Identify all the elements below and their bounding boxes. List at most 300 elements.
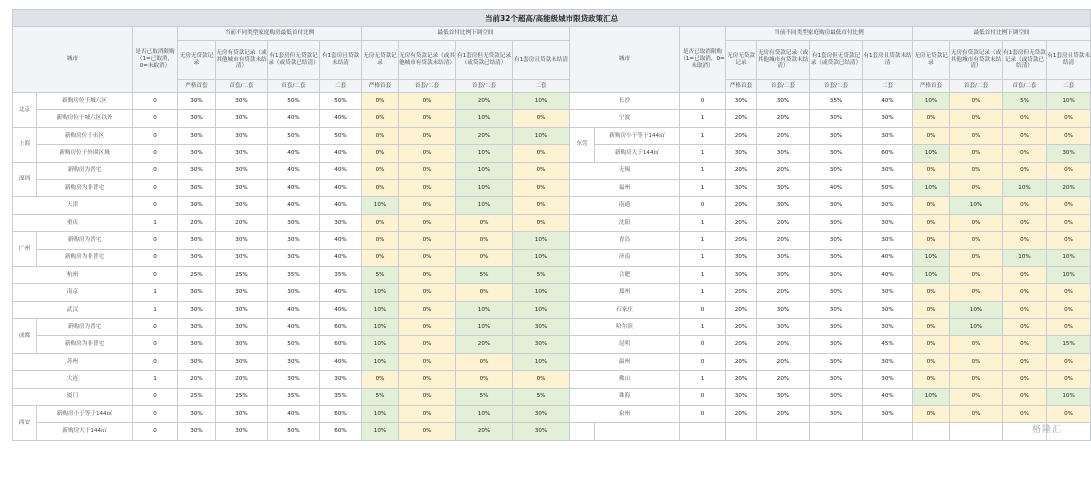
space-value: 0%: [1047, 284, 1091, 301]
min-down-payment-value: 35%: [320, 266, 362, 283]
space-value: 0%: [399, 232, 456, 249]
min-down-payment-value: 40%: [320, 162, 362, 179]
header-col-one-house-no-loan: 有1套房但无贷款记录（或贷款已结清）: [1003, 41, 1047, 80]
cancel-limit-value: 0: [133, 179, 178, 196]
min-down-payment-value: 30%: [178, 249, 216, 266]
space-value: 0%: [362, 127, 399, 144]
header-sub-first-second: 首套/二套: [456, 80, 513, 93]
header-col-one-house-with-loan: 有1套房且贷款未结清: [513, 41, 570, 80]
cancel-limit-value: 0: [133, 423, 178, 440]
header-col-one-house-with-loan: 有1套房且贷款未结清: [1047, 41, 1091, 80]
space-value: 0%: [399, 110, 456, 127]
min-down-payment-value: 30%: [757, 266, 810, 283]
cancel-limit-value: 0: [133, 127, 178, 144]
space-value: 0%: [456, 249, 513, 266]
space-value: 5%: [513, 266, 570, 283]
space-value: 0%: [399, 423, 456, 440]
cancel-limit-value: 1: [680, 179, 726, 196]
min-down-payment-value: 20%: [757, 110, 810, 127]
min-down-payment-value: 30%: [726, 249, 757, 266]
space-value: 0%: [362, 93, 399, 110]
city-name: 青岛: [570, 232, 680, 249]
space-value: 0%: [399, 249, 456, 266]
city-name: 杭州: [13, 266, 133, 283]
cancel-limit-value: 0: [680, 301, 726, 318]
space-value: 10%: [913, 388, 950, 405]
space-value: 10%: [456, 179, 513, 196]
min-down-payment-value: 25%: [178, 388, 216, 405]
header-cancel-limit: 是否已取消限购（1=已取消，0=未取消）: [680, 27, 726, 93]
cancel-limit-value: 0: [133, 406, 178, 423]
space-value: 0%: [513, 214, 570, 231]
min-down-payment-value: 30%: [216, 301, 268, 318]
min-down-payment-value: 30%: [178, 162, 216, 179]
empty-cell: [680, 423, 726, 440]
min-down-payment-value: 40%: [268, 319, 320, 336]
space-value: 10%: [513, 301, 570, 318]
space-value: 0%: [399, 266, 456, 283]
space-value: 0%: [1003, 145, 1047, 162]
city-name: 新购房为非普宅: [37, 249, 133, 266]
min-down-payment-value: 20%: [726, 371, 757, 388]
space-value: 10%: [456, 145, 513, 162]
min-down-payment-value: 40%: [268, 145, 320, 162]
space-value: 5%: [362, 388, 399, 405]
space-value: 10%: [362, 336, 399, 353]
min-down-payment-value: 40%: [863, 266, 913, 283]
city-name: 新购房位于城六区: [37, 93, 133, 110]
cancel-limit-value: 1: [133, 301, 178, 318]
min-down-payment-value: 30%: [216, 249, 268, 266]
min-down-payment-value: 30%: [726, 145, 757, 162]
space-value: 0%: [513, 162, 570, 179]
city-group-label: 成都: [13, 319, 37, 354]
min-down-payment-value: 30%: [810, 249, 863, 266]
space-value: 0%: [362, 179, 399, 196]
space-value: 0%: [362, 371, 399, 388]
city-name: 天津: [13, 197, 133, 214]
min-down-payment-value: 30%: [216, 336, 268, 353]
space-value: 10%: [456, 319, 513, 336]
space-value: 10%: [456, 162, 513, 179]
min-down-payment-value: 20%: [757, 353, 810, 370]
min-down-payment-value: 30%: [757, 93, 810, 110]
cancel-limit-value: 0: [133, 197, 178, 214]
cancel-limit-value: 1: [680, 319, 726, 336]
table-row: [13, 197, 1091, 214]
space-value: 0%: [950, 284, 1003, 301]
space-value: 0%: [1003, 406, 1047, 423]
header-sub-second: 二套: [320, 80, 362, 93]
cancel-limit-value: 0: [133, 353, 178, 370]
min-down-payment-value: 30%: [216, 127, 268, 144]
min-down-payment-value: 30%: [178, 284, 216, 301]
space-value: 0%: [1003, 301, 1047, 318]
space-value: 30%: [513, 423, 570, 440]
title-row: [13, 10, 1091, 27]
min-down-payment-value: 40%: [268, 162, 320, 179]
space-value: 0%: [513, 145, 570, 162]
min-down-payment-value: 30%: [757, 249, 810, 266]
min-down-payment-value: 40%: [320, 197, 362, 214]
space-value: 10%: [513, 232, 570, 249]
cancel-limit-value: 1: [680, 127, 726, 144]
space-value: 0%: [1003, 336, 1047, 353]
city-name: 哈尔滨: [570, 319, 680, 336]
min-down-payment-value: 50%: [320, 93, 362, 110]
min-down-payment-value: 30%: [810, 388, 863, 405]
min-down-payment-value: 35%: [268, 388, 320, 405]
space-value: 5%: [513, 388, 570, 405]
table-row: [13, 371, 1091, 388]
space-value: 0%: [913, 406, 950, 423]
city-name: 新购房为普宅: [37, 232, 133, 249]
min-down-payment-value: 30%: [863, 353, 913, 370]
cancel-limit-value: 0: [133, 162, 178, 179]
min-down-payment-value: 30%: [178, 179, 216, 196]
city-name: 苏州: [13, 353, 133, 370]
min-down-payment-value: 45%: [863, 336, 913, 353]
cancel-limit-value: 0: [680, 93, 726, 110]
min-down-payment-value: 30%: [726, 179, 757, 196]
cancel-limit-value: 0: [133, 336, 178, 353]
cancel-limit-value: 0: [133, 93, 178, 110]
space-value: 0%: [399, 284, 456, 301]
header-col-no-house-with-loan: 无房有贷款记录（或其他城市有贷款未结清）: [950, 41, 1003, 80]
city-name: 新购房位于市区: [37, 127, 133, 144]
cancel-limit-value: 0: [680, 406, 726, 423]
space-value: 0%: [1047, 110, 1091, 127]
city-name: 佛山: [570, 371, 680, 388]
city-name: 大连: [13, 371, 133, 388]
header-space-group: 最低首付比例下调空间: [362, 27, 570, 41]
cancel-limit-value: 0: [133, 110, 178, 127]
min-down-payment-value: 20%: [757, 284, 810, 301]
city-name: 珠海: [570, 388, 680, 405]
header-city: 城市: [13, 27, 133, 93]
min-down-payment-value: 30%: [216, 319, 268, 336]
table-row: [13, 162, 1091, 179]
min-down-payment-value: 40%: [863, 93, 913, 110]
space-value: 10%: [913, 93, 950, 110]
min-down-payment-value: 30%: [757, 145, 810, 162]
space-value: 5%: [1003, 93, 1047, 110]
min-down-payment-value: 20%: [726, 301, 757, 318]
min-down-payment-value: 20%: [757, 162, 810, 179]
min-down-payment-value: 30%: [810, 197, 863, 214]
min-down-payment-value: 30%: [268, 371, 320, 388]
min-down-payment-value: 30%: [757, 388, 810, 405]
space-value: 10%: [362, 319, 399, 336]
cancel-limit-value: 0: [133, 319, 178, 336]
min-down-payment-value: 25%: [216, 266, 268, 283]
min-down-payment-value: 40%: [268, 301, 320, 318]
min-down-payment-value: 30%: [268, 249, 320, 266]
space-value: 0%: [1047, 214, 1091, 231]
space-value: 10%: [1003, 179, 1047, 196]
min-down-payment-value: 30%: [810, 406, 863, 423]
space-value: 0%: [1003, 232, 1047, 249]
min-down-payment-value: 30%: [863, 214, 913, 231]
city-name: 温州: [570, 353, 680, 370]
table-row: [13, 232, 1091, 249]
min-down-payment-value: 30%: [178, 110, 216, 127]
space-value: 0%: [913, 301, 950, 318]
header-sub-second: 二套: [1047, 80, 1091, 93]
space-value: 0%: [399, 319, 456, 336]
min-down-payment-value: 30%: [178, 145, 216, 162]
space-value: 0%: [913, 127, 950, 144]
min-down-payment-value: 30%: [268, 353, 320, 370]
space-value: 10%: [913, 266, 950, 283]
header-sub-first-second: 首套/二套: [216, 80, 268, 93]
city-name: 合肥: [570, 266, 680, 283]
space-value: 5%: [456, 266, 513, 283]
min-down-payment-value: 30%: [216, 423, 268, 440]
min-down-payment-value: 40%: [320, 301, 362, 318]
min-down-payment-value: 30%: [178, 93, 216, 110]
city-name: 新购房为普宅: [37, 162, 133, 179]
empty-cell: [950, 423, 1003, 440]
city-name: 新购房位于外围区域: [37, 145, 133, 162]
cancel-limit-value: 0: [133, 232, 178, 249]
table-row: [13, 406, 1091, 423]
min-down-payment-value: 30%: [320, 214, 362, 231]
space-value: 0%: [362, 110, 399, 127]
header-min-down-group: 当前不同类型家庭购房最低首付比例: [726, 27, 913, 41]
min-down-payment-value: 30%: [757, 197, 810, 214]
space-value: 0%: [950, 371, 1003, 388]
header-sub-first-second: 首套/二套: [757, 80, 810, 93]
space-value: 10%: [362, 423, 399, 440]
space-value: 0%: [399, 197, 456, 214]
table-row: [13, 336, 1091, 353]
header-col-one-house-no-loan: 有1套房但无贷款记录（或贷款已结清）: [268, 41, 320, 80]
city-name: 南通: [570, 197, 680, 214]
space-value: 0%: [399, 301, 456, 318]
min-down-payment-value: 30%: [216, 110, 268, 127]
empty-cell: [570, 423, 595, 440]
min-down-payment-value: 30%: [863, 284, 913, 301]
space-value: 10%: [950, 319, 1003, 336]
min-down-payment-value: 40%: [320, 232, 362, 249]
city-name: 新购房为普宅: [37, 319, 133, 336]
city-name: 郑州: [570, 284, 680, 301]
min-down-payment-value: 30%: [178, 406, 216, 423]
min-down-payment-value: 20%: [726, 197, 757, 214]
min-down-payment-value: 30%: [268, 214, 320, 231]
header-min-down-group: 当前不同类型家庭购房最低首付比例: [178, 27, 362, 41]
space-value: 0%: [399, 353, 456, 370]
space-value: 0%: [950, 406, 1003, 423]
city-name: 泉州: [570, 406, 680, 423]
space-value: 0%: [362, 214, 399, 231]
space-value: 10%: [362, 301, 399, 318]
space-value: 10%: [456, 406, 513, 423]
header-col-no-house-with-loan: 无房有贷款记录（或其他城市有贷款未结清）: [216, 41, 268, 80]
space-value: 10%: [1047, 249, 1091, 266]
min-down-payment-value: 40%: [268, 179, 320, 196]
cancel-limit-value: 0: [133, 249, 178, 266]
min-down-payment-value: 20%: [757, 232, 810, 249]
city-name: 新购房为非普宅: [37, 179, 133, 196]
space-value: 0%: [913, 197, 950, 214]
min-down-payment-value: 30%: [810, 162, 863, 179]
header-col-no-house-no-loan: 无房无贷款记录: [178, 41, 216, 80]
min-down-payment-value: 30%: [726, 266, 757, 283]
space-value: 0%: [1047, 197, 1091, 214]
min-down-payment-value: 30%: [216, 145, 268, 162]
cancel-limit-value: 1: [680, 162, 726, 179]
header-col-one-house-with-loan: 有1套房且贷款未结清: [320, 41, 362, 80]
min-down-payment-value: 50%: [863, 179, 913, 196]
space-value: 20%: [456, 127, 513, 144]
space-value: 0%: [362, 145, 399, 162]
space-value: 0%: [1003, 371, 1047, 388]
cancel-limit-value: 0: [680, 197, 726, 214]
space-value: 10%: [1003, 249, 1047, 266]
city-group-label: 上海: [13, 127, 37, 162]
space-value: 0%: [1047, 301, 1091, 318]
min-down-payment-value: 40%: [320, 284, 362, 301]
min-down-payment-value: 30%: [178, 423, 216, 440]
cancel-limit-value: 1: [680, 232, 726, 249]
space-value: 10%: [913, 145, 950, 162]
min-down-payment-value: 30%: [757, 301, 810, 318]
min-down-payment-value: 50%: [268, 93, 320, 110]
city-name: 石家庄: [570, 301, 680, 318]
space-value: 0%: [950, 110, 1003, 127]
header-col-no-house-no-loan: 无房无贷款记录: [726, 41, 757, 80]
header-city: 城市: [570, 27, 680, 93]
space-value: 0%: [1003, 319, 1047, 336]
table-row: [13, 319, 1091, 336]
min-down-payment-value: 30%: [810, 145, 863, 162]
min-down-payment-value: 20%: [726, 336, 757, 353]
header-sub-second: 二套: [513, 80, 570, 93]
min-down-payment-value: 20%: [216, 214, 268, 231]
min-down-payment-value: 30%: [810, 232, 863, 249]
header-sub-first-second: 首套/二套: [268, 80, 320, 93]
table-row: [13, 301, 1091, 318]
min-down-payment-value: 30%: [863, 162, 913, 179]
city-group-label: 广州: [13, 232, 37, 267]
space-value: 0%: [456, 214, 513, 231]
min-down-payment-value: 25%: [178, 266, 216, 283]
space-value: 10%: [362, 284, 399, 301]
space-value: 0%: [456, 371, 513, 388]
min-down-payment-value: 30%: [810, 336, 863, 353]
min-down-payment-value: 30%: [810, 127, 863, 144]
cancel-limit-value: 1: [680, 284, 726, 301]
city-name: 南京: [13, 284, 133, 301]
city-group-label: 深圳: [13, 162, 37, 197]
empty-cell: [726, 423, 757, 440]
space-value: 0%: [1047, 232, 1091, 249]
city-name: 宁波: [570, 110, 680, 127]
space-value: 5%: [362, 266, 399, 283]
min-down-payment-value: 30%: [216, 179, 268, 196]
space-value: 0%: [950, 232, 1003, 249]
min-down-payment-value: 20%: [726, 406, 757, 423]
space-value: 0%: [513, 110, 570, 127]
min-down-payment-value: 30%: [863, 197, 913, 214]
city-name: 厦门: [13, 388, 133, 405]
table-row: [13, 284, 1091, 301]
min-down-payment-value: 50%: [268, 423, 320, 440]
space-value: 0%: [456, 284, 513, 301]
cancel-limit-value: 0: [133, 266, 178, 283]
min-down-payment-value: 20%: [757, 214, 810, 231]
space-value: 10%: [456, 301, 513, 318]
min-down-payment-value: 30%: [268, 284, 320, 301]
policy-table-body: [13, 10, 1091, 441]
min-down-payment-value: 30%: [178, 127, 216, 144]
min-down-payment-value: 20%: [726, 319, 757, 336]
min-down-payment-value: 20%: [757, 336, 810, 353]
city-name: 新购房位于城六区以外: [37, 110, 133, 127]
space-value: 0%: [399, 388, 456, 405]
space-value: 0%: [1003, 162, 1047, 179]
space-value: 0%: [1003, 214, 1047, 231]
header-col-no-house-no-loan: 无房无贷款记录: [913, 41, 950, 80]
space-value: 10%: [362, 406, 399, 423]
min-down-payment-value: 35%: [320, 388, 362, 405]
min-down-payment-value: 30%: [810, 284, 863, 301]
cancel-limit-value: 1: [133, 214, 178, 231]
header-sub-strict: 严格首套: [178, 80, 216, 93]
cancel-limit-value: 1: [680, 266, 726, 283]
space-value: 30%: [1047, 145, 1091, 162]
city-name: 新购房大于144㎡: [595, 145, 680, 162]
cancel-limit-value: 0: [133, 145, 178, 162]
space-value: 0%: [913, 162, 950, 179]
min-down-payment-value: 30%: [863, 232, 913, 249]
header-sub-strict: 严格首套: [362, 80, 399, 93]
header-col-no-house-with-loan: 无房有贷款记录（或其他城市有贷款未结清）: [399, 41, 456, 80]
space-value: 0%: [456, 353, 513, 370]
space-value: 0%: [1047, 319, 1091, 336]
min-down-payment-value: 40%: [810, 179, 863, 196]
city-name: 济南: [570, 249, 680, 266]
space-value: 30%: [513, 406, 570, 423]
min-down-payment-value: 60%: [320, 319, 362, 336]
space-value: 0%: [913, 371, 950, 388]
space-value: 0%: [399, 214, 456, 231]
space-value: 0%: [399, 371, 456, 388]
space-value: 10%: [513, 249, 570, 266]
min-down-payment-value: 30%: [178, 336, 216, 353]
space-value: 0%: [399, 406, 456, 423]
table-row: [13, 179, 1091, 196]
min-down-payment-value: 20%: [726, 284, 757, 301]
space-value: 0%: [950, 127, 1003, 144]
city-name: 重庆: [13, 214, 133, 231]
empty-cell: [757, 423, 810, 440]
min-down-payment-value: 30%: [810, 214, 863, 231]
city-group-label: 西安: [13, 406, 37, 441]
space-value: 0%: [913, 214, 950, 231]
space-value: 0%: [1003, 110, 1047, 127]
space-value: 0%: [399, 145, 456, 162]
min-down-payment-value: 30%: [863, 371, 913, 388]
space-value: 0%: [950, 145, 1003, 162]
table-title: 当前32个超高/高能级城市限贷政策汇总: [13, 10, 1091, 27]
space-value: 0%: [362, 162, 399, 179]
space-value: 0%: [913, 284, 950, 301]
header-sub-first-second: 首套/二套: [810, 80, 863, 93]
space-value: 0%: [913, 353, 950, 370]
